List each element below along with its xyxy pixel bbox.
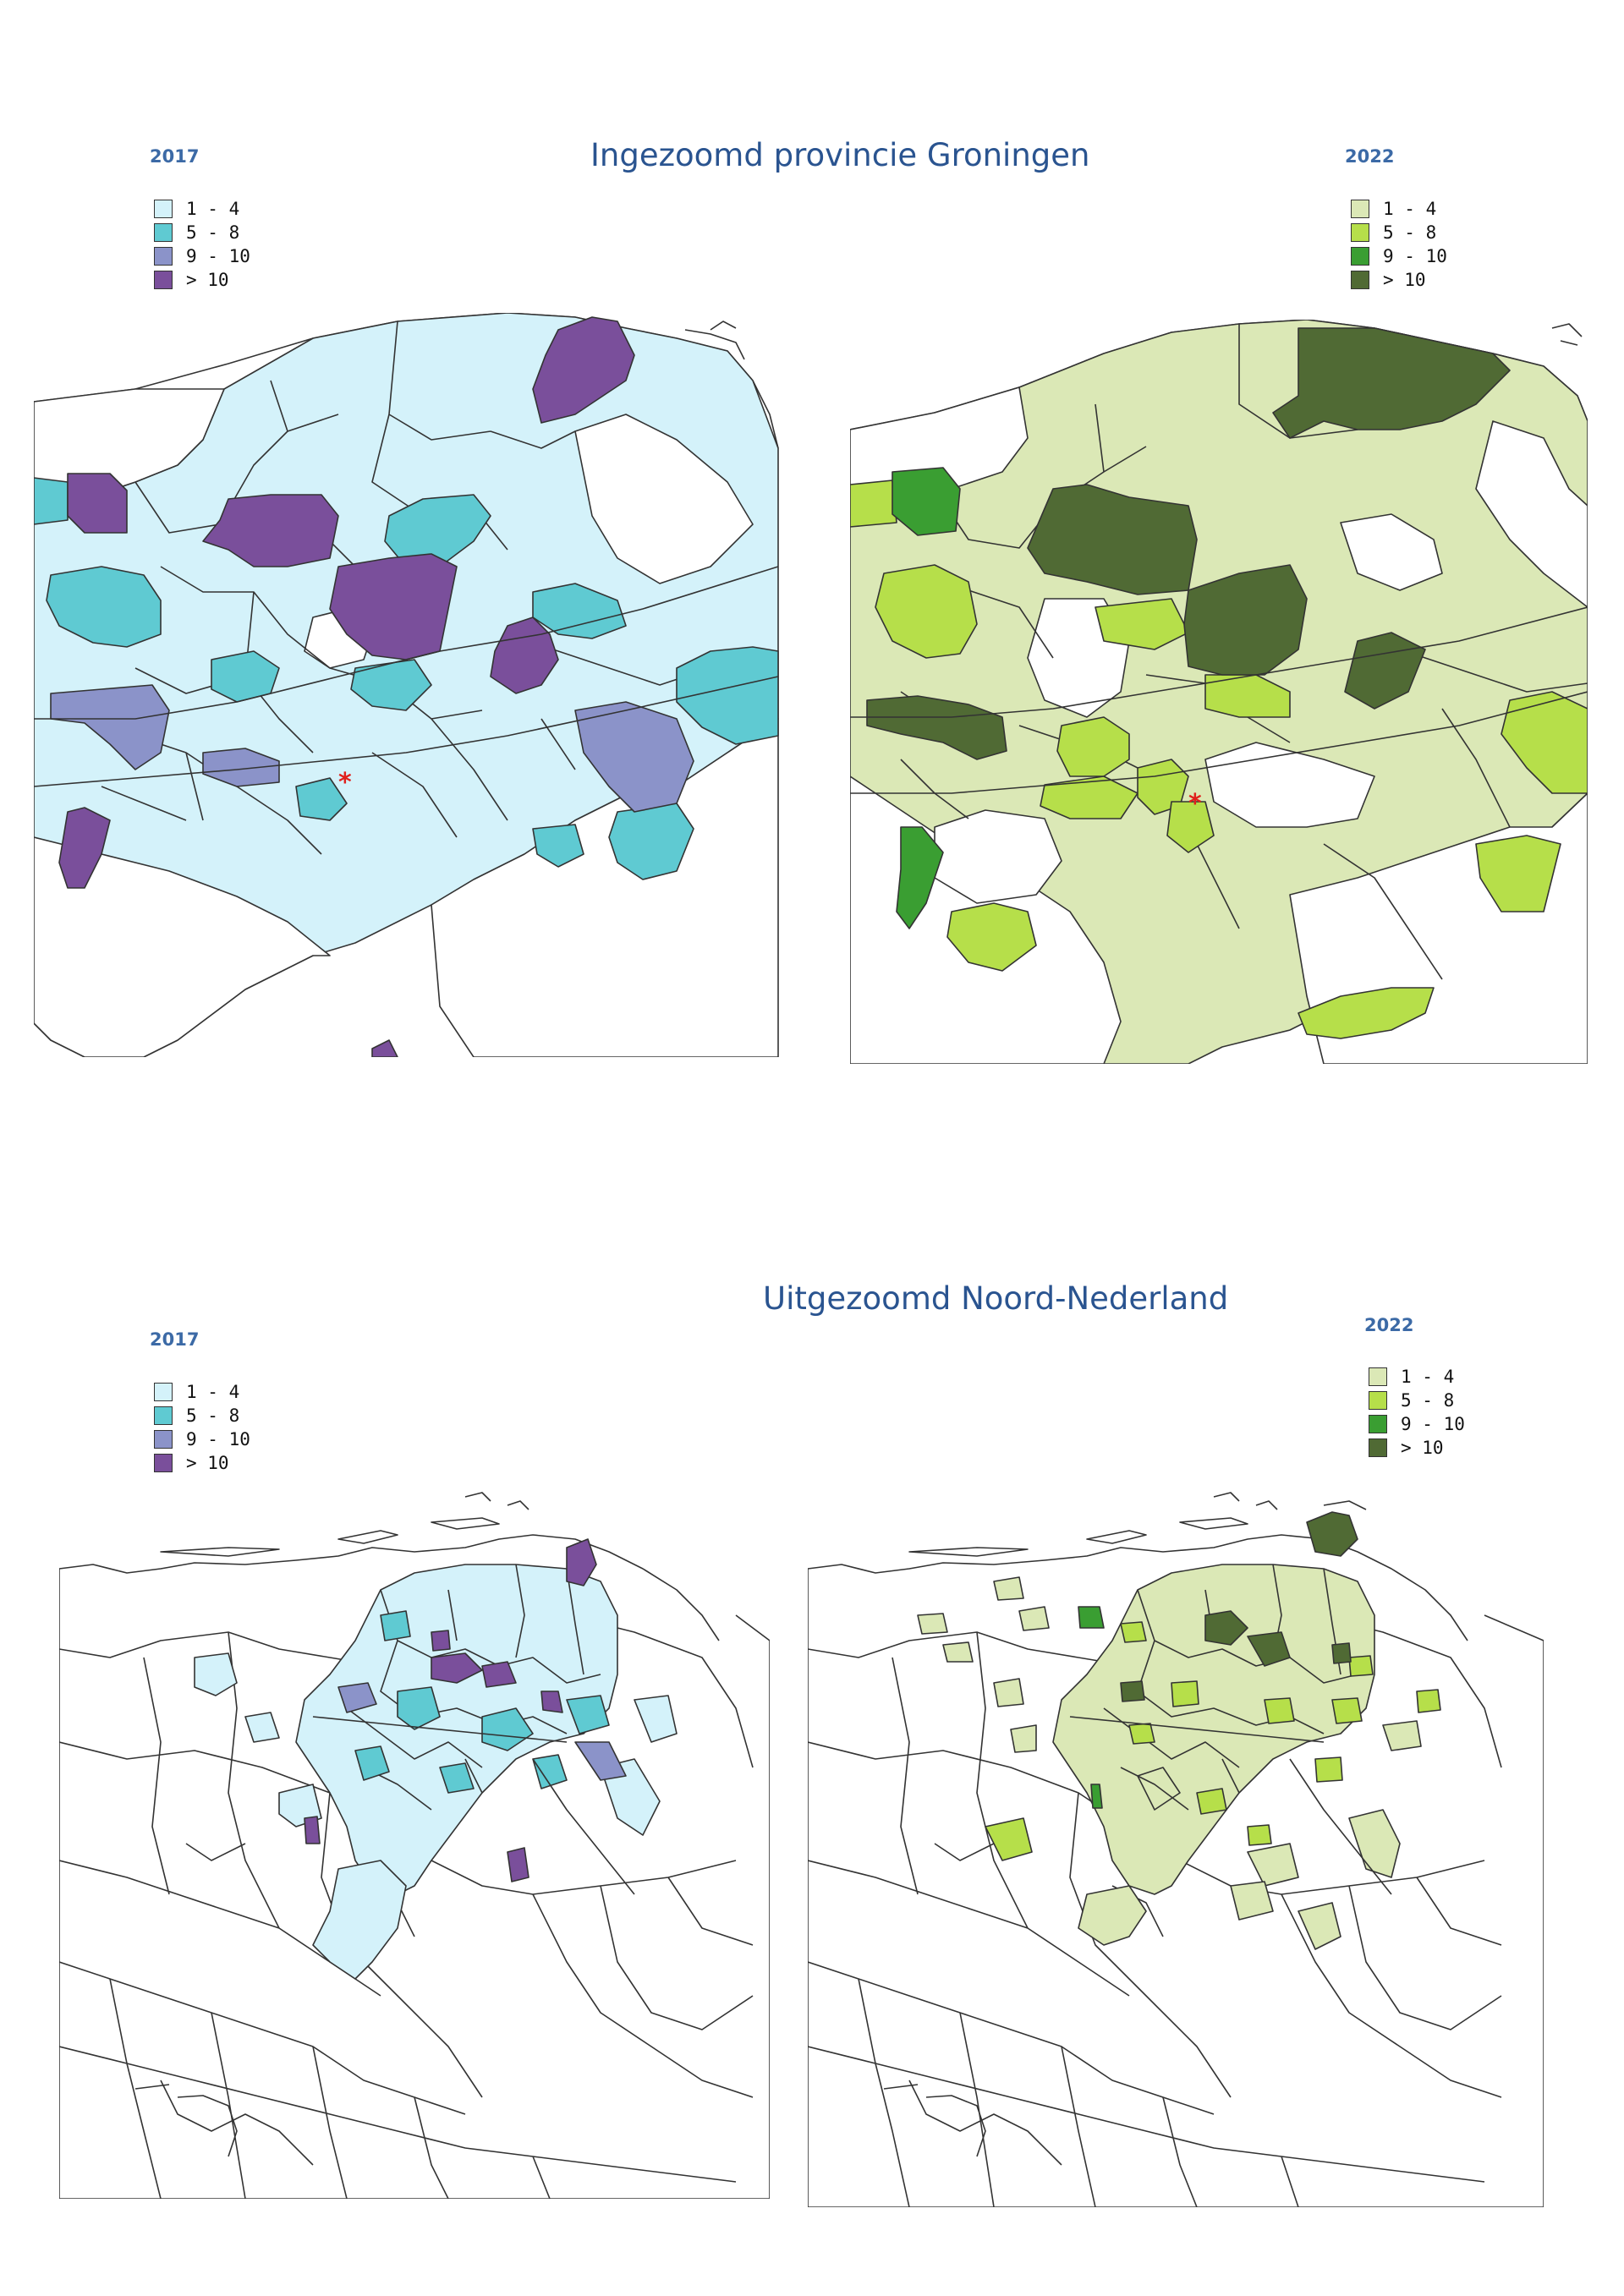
legend-label: > 10 xyxy=(186,270,229,290)
region-9-10 xyxy=(1091,1784,1102,1808)
region-5-8 xyxy=(1121,1622,1146,1642)
legend-item xyxy=(154,1451,250,1475)
legend-item xyxy=(1369,1389,1465,1412)
region-9-10 xyxy=(1078,1607,1104,1628)
legend-swatch xyxy=(1351,200,1369,218)
bottom-left-year: 2017 xyxy=(150,1329,200,1350)
legend-swatch xyxy=(1369,1367,1387,1386)
island xyxy=(161,1493,529,1556)
region-5-8 xyxy=(381,1611,410,1641)
legend-label: > 10 xyxy=(1383,270,1426,290)
bottom-title: Uitgezoomd Noord-Nederland xyxy=(763,1280,1229,1317)
region-1-4 xyxy=(1349,1810,1400,1877)
region-1-4 xyxy=(1078,1886,1146,1945)
legend-item xyxy=(154,1427,250,1451)
legend-item xyxy=(1369,1412,1465,1436)
region-5-8 xyxy=(1248,1825,1271,1845)
island xyxy=(909,1493,1366,1556)
region-over-10 xyxy=(304,1817,320,1844)
region-9-10 xyxy=(575,1742,626,1780)
legend-item xyxy=(154,1380,250,1404)
legend-swatch xyxy=(1369,1391,1387,1410)
region-1-4 xyxy=(1231,1882,1273,1920)
map-bottom-2022 xyxy=(808,1488,1544,2207)
bottom-right-legend xyxy=(1369,1365,1465,1460)
region-1-4 xyxy=(1011,1725,1036,1752)
legend-label: 5 - 8 xyxy=(1383,222,1437,243)
legend-item xyxy=(154,1404,250,1427)
legend-label: 9 - 10 xyxy=(186,246,250,266)
legend-swatch xyxy=(154,200,173,218)
legend-item xyxy=(154,197,250,221)
region-over-10 xyxy=(1121,1681,1144,1701)
region-1-4 xyxy=(296,1564,617,1894)
legend-label: 9 - 10 xyxy=(1383,246,1447,266)
region-1-4 xyxy=(994,1577,1023,1600)
legend-swatch xyxy=(1369,1438,1387,1457)
region-over-10 xyxy=(431,1630,450,1651)
region-5-8 xyxy=(1332,1698,1362,1723)
region-5-8 xyxy=(1265,1698,1294,1723)
legend-item xyxy=(1351,244,1447,268)
top-right-year: 2022 xyxy=(1345,146,1395,167)
region-5-8 xyxy=(34,478,68,524)
bottom-left-legend xyxy=(154,1380,250,1475)
region-5-8 xyxy=(1129,1723,1155,1744)
coast-island xyxy=(1552,324,1582,345)
region-5-8 xyxy=(1349,1656,1373,1676)
legend-swatch xyxy=(154,271,173,289)
bottom-right-year: 2022 xyxy=(1364,1315,1414,1335)
region-1-4 xyxy=(943,1642,973,1662)
legend-label: 1 - 4 xyxy=(186,1382,240,1402)
region-1-4 xyxy=(918,1614,947,1634)
legend-label: 9 - 10 xyxy=(1401,1414,1465,1434)
river xyxy=(135,2085,237,2156)
region-1-4 xyxy=(1019,1607,1049,1630)
legend-swatch xyxy=(154,1406,173,1425)
legend-label: 5 - 8 xyxy=(186,1406,240,1426)
top-title: Ingezoomd provincie Groningen xyxy=(590,137,1090,173)
legend-swatch xyxy=(1351,247,1369,266)
top-left-legend xyxy=(154,197,250,292)
legend-label: 5 - 8 xyxy=(186,222,240,243)
legend-swatch xyxy=(154,223,173,242)
legend-item xyxy=(154,268,250,292)
region-1-4 xyxy=(1383,1721,1421,1751)
region-over-10 xyxy=(1332,1643,1351,1663)
legend-swatch xyxy=(154,1383,173,1401)
legend-label: > 10 xyxy=(186,1453,229,1473)
legend-item xyxy=(1351,268,1447,292)
legend-item xyxy=(1369,1365,1465,1389)
legend-label: 1 - 4 xyxy=(1401,1367,1455,1387)
region-5-8 xyxy=(1417,1690,1440,1712)
region-5-8 xyxy=(1197,1789,1226,1814)
region-5-8 xyxy=(1315,1757,1342,1782)
map-bottom-2017 xyxy=(59,1488,770,2199)
location-marker: * xyxy=(1188,789,1202,819)
legend-item xyxy=(154,244,250,268)
top-left-year: 2017 xyxy=(150,146,200,167)
region-1-4 xyxy=(634,1696,677,1742)
map-top-2017 xyxy=(34,313,787,1057)
legend-swatch xyxy=(1351,223,1369,242)
legend-label: 9 - 10 xyxy=(186,1429,250,1449)
legend-swatch xyxy=(1369,1415,1387,1433)
region-1-4 xyxy=(1248,1844,1298,1886)
location-marker: * xyxy=(338,768,352,797)
map-top-2022 xyxy=(850,320,1588,1064)
region-over-10 xyxy=(508,1848,529,1882)
region-over-10 xyxy=(541,1691,562,1712)
region-over-10 xyxy=(372,1040,398,1057)
legend-label: 1 - 4 xyxy=(186,199,240,219)
legend-swatch xyxy=(154,247,173,266)
river xyxy=(884,2085,985,2156)
region-5-8 xyxy=(1171,1681,1199,1707)
legend-item xyxy=(154,221,250,244)
region-over-10 xyxy=(68,474,127,533)
region-1-4 xyxy=(313,1860,406,1979)
legend-label: 1 - 4 xyxy=(1383,199,1437,219)
legend-item xyxy=(1369,1436,1465,1460)
legend-item xyxy=(1351,197,1447,221)
top-right-legend xyxy=(1351,197,1447,292)
region-1-4 xyxy=(195,1653,237,1696)
legend-label: > 10 xyxy=(1401,1438,1444,1458)
region-1-4 xyxy=(994,1679,1023,1707)
region-1-4 xyxy=(245,1712,279,1742)
legend-swatch xyxy=(1351,271,1369,289)
region-5-8 xyxy=(850,480,897,527)
legend-swatch xyxy=(154,1454,173,1472)
legend-swatch xyxy=(154,1430,173,1449)
legend-item xyxy=(1351,221,1447,244)
legend-label: 5 - 8 xyxy=(1401,1390,1455,1411)
